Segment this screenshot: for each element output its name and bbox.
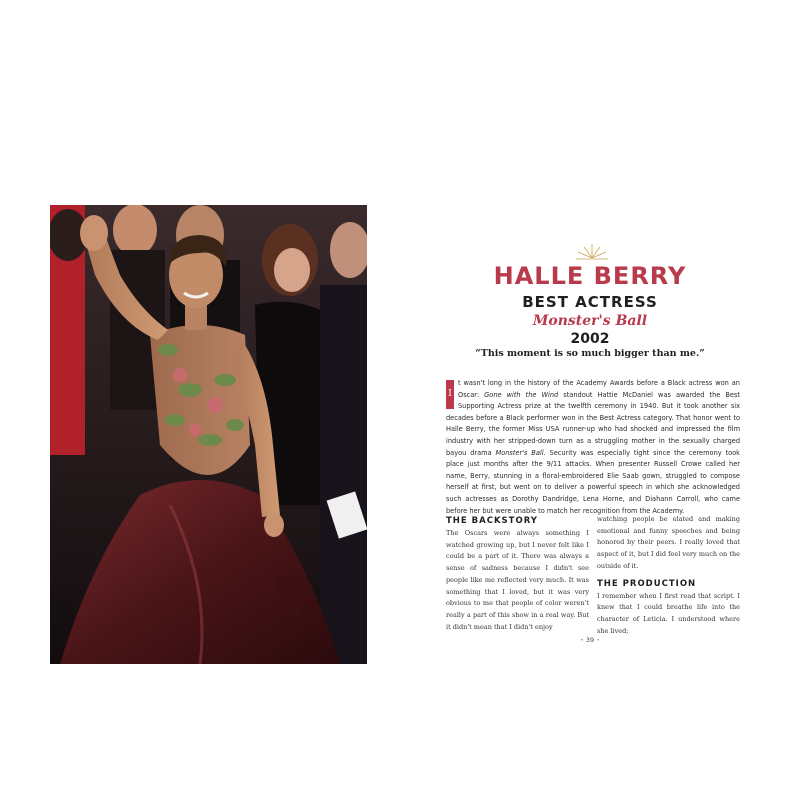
production-heading: THE PRODUCTION — [597, 578, 697, 589]
intro-text-1: t wasn't long in the history of the Academy Awards before a Black actress won an Oscar: — [458, 379, 740, 399]
intro-film-2: Monster's Ball — [495, 448, 544, 457]
backstory-text-part-2: watching people be elated and making emotional and funny speeches and being honored by their peers. I really loved that aspect of it, but I did feel very much on the outside of it. — [597, 515, 740, 570]
production-text: I remember when I first read that script. I knew that I could breathe life into the character of Leticia. I understood where she lived; — [597, 591, 740, 635]
red-carpet-photo — [50, 205, 367, 664]
award-year: 2002 — [570, 331, 610, 347]
page-number — [560, 636, 620, 644]
folio-dot-right-icon: • — [596, 636, 601, 644]
backstory-text-part-1: The Oscars were always something I watched growing up, but I never felt like I could be a part of it. There was always a sense of sadness because I didn't see people like me reflected very much. It was something that I loved, but it was very obvious to me that people of color weren't really a part of this show in a real way. But it didn't mean that I didn't enjoy — [446, 529, 589, 631]
intro-text-3: . Security was especially tight since the ceremony took place just months after the 9/11 attacks. When presenter Russell Crowe called her name, Berry, stunning in a floral-embroidered Elie Saab gown, struggled to compose herself at first, but went on to deliver a powerful speech in which she acknowledged such actresses as Dorothy Dandridge, Lena Horne, and Diahann Carroll, who came before her but were unable to match her recognition from the Academy. — [446, 448, 741, 515]
column-left — [446, 514, 589, 633]
film-title: Monster's Ball — [532, 313, 648, 329]
intro-paragraph — [446, 378, 740, 517]
award-category: BEST ACTRESS — [522, 293, 658, 311]
photo-illustration — [50, 205, 367, 664]
pull-quote: “This moment is so much bigger than me.” — [475, 348, 705, 359]
column-right — [597, 514, 740, 637]
drop-cap: I — [446, 380, 454, 409]
intro-text-2: standout Hattie McDaniel was awarded the Best Supporting Actress prize at the twelfth ceremony in 1940. But it took another six decades before a Black performer won in the Best Actress category. That honor went to Halle Berry, the former Miss USA runner-up who had shocked and impressed the film industry with her stripped-down turn as a struggling mother in the sexually charged bayou drama — [446, 390, 740, 457]
backstory-heading: THE BACKSTORY — [446, 516, 538, 526]
folio-dot-left-icon: • — [579, 636, 584, 644]
sunburst-ornament-icon — [574, 242, 610, 262]
page-number-value: 39 — [585, 636, 595, 644]
page-title: HALLE BERRY — [493, 262, 687, 290]
intro-film-1: Gone with the Wind — [484, 390, 559, 399]
